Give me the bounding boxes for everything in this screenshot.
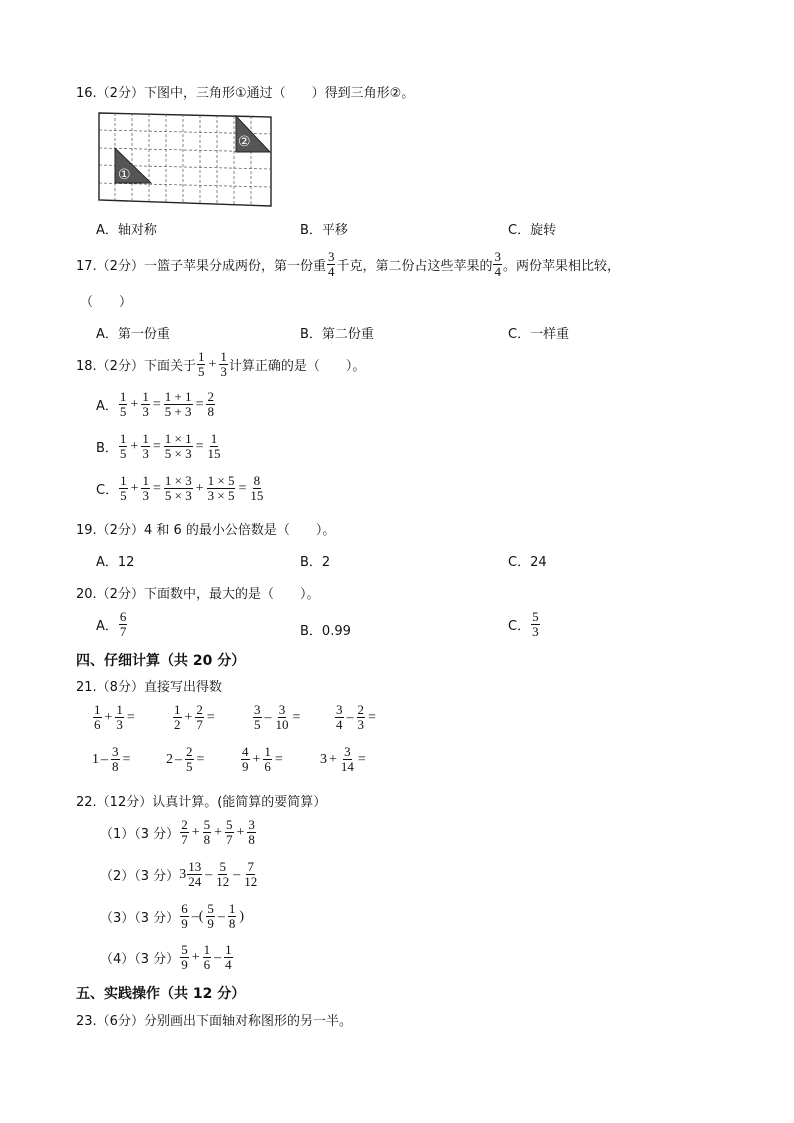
q21-item-3: $\frac{3}{5}$ – $\frac{3}{10}$ = xyxy=(254,702,301,732)
q21-item-5: 1 – $\frac{3}{8}$ = xyxy=(92,744,131,774)
q21-item-8: 3 + $\frac{3}{14}$ = xyxy=(320,744,366,774)
q17-paren: （ ） xyxy=(80,295,133,310)
q20-text: 20.（2分）下面数中，最大的是（ ）。 xyxy=(76,587,320,602)
q16-text: 16.（2分）下图中，三角形①通过（ ）得到三角形②。 xyxy=(76,86,415,101)
q20-option-c[interactable]: C． $\frac{5}{3}$ xyxy=(508,609,539,639)
q19-text: 19.（2分）4 和 6 的最小公倍数是（ ）。 xyxy=(76,523,336,538)
q20-option-a[interactable]: A． $\frac{6}{7}$ xyxy=(96,609,127,639)
q22-item-1: （1）（3 分） $\frac{2}{7}$ + $\frac{5}{8}$ + $\frac{5}{7}$ + $\frac{3}{8}$ xyxy=(100,817,255,847)
q17-option-a[interactable]: A．第一份重 xyxy=(96,327,170,342)
section-5-heading: 五、实践操作（共 12 分） xyxy=(76,986,246,1002)
q19-option-b[interactable]: B．2 xyxy=(300,555,331,570)
q17-fraction-1: $\frac{3}{4}$ xyxy=(327,249,335,279)
q22-item-3: （3）（3 分） $\frac{6}{9}$ –( $\frac{5}{9}$ – $\frac{1}{8}$ ) xyxy=(100,901,245,931)
q22-item-2: （2）（3 分） 3 $\frac{13}{24}$ – $\frac{5}{12}$ – $\frac{7}{12}$ xyxy=(100,859,258,889)
q21-item-4: $\frac{3}{4}$ – $\frac{2}{3}$ = xyxy=(336,702,376,732)
q21-text: 21.（8分）直接写出得数 xyxy=(76,680,222,695)
q22-item-4: （4）（3 分） $\frac{5}{9}$ + $\frac{1}{6}$ – $\frac{1}{4}$ xyxy=(100,942,232,972)
q21-item-6: 2 – $\frac{2}{5}$ = xyxy=(166,744,205,774)
q17-option-b[interactable]: B．第二份重 xyxy=(300,327,374,342)
q16-option-c[interactable]: C．旋转 xyxy=(508,223,557,238)
q16-option-a[interactable]: A．轴对称 xyxy=(96,223,157,238)
section-4-heading: 四、仔细计算（共 20 分） xyxy=(76,653,246,669)
q17-option-c[interactable]: C．一样重 xyxy=(508,327,570,342)
grid-figure xyxy=(96,110,276,208)
q18-option-b[interactable]: B． $\frac{1}{5}$ + $\frac{1}{3}$ = $\frac{1 \times 1}{5 \times 3}$ = $\frac{1}{15}$ xyxy=(96,431,221,461)
triangle-1-label: ① xyxy=(118,167,131,183)
q21-item-1: $\frac{1}{6}$ + $\frac{1}{3}$ = xyxy=(94,702,135,732)
q21-item-2: $\frac{1}{2}$ + $\frac{2}{7}$ = xyxy=(174,702,215,732)
q20-option-b[interactable]: B．0.99 xyxy=(300,624,351,639)
q22-text: 22.（12分）认真计算。(能简算的要简算） xyxy=(76,795,327,810)
q18-option-a[interactable]: A． $\frac{1}{5}$ + $\frac{1}{3}$ = $\frac{1 + 1}{5 + 3}$ = $\frac{2}{8}$ xyxy=(96,389,214,419)
triangle-2-label: ② xyxy=(238,134,251,150)
q18-text: 18.（2分）下面关于 $\frac{1}{5}$ + $\frac{1}{3}$ 计算正确的是（ ）。 xyxy=(76,349,366,379)
q19-option-c[interactable]: C．24 xyxy=(508,555,547,570)
q16-option-b[interactable]: B．平移 xyxy=(300,223,348,238)
q17-text: 17.（2分）一篮子苹果分成两份，第一份重 $\frac{3}{4}$ 千克，第二份占这些苹果的 $\frac{3}{4}$ 。两份苹果相比较， xyxy=(76,249,620,279)
q18-option-c[interactable]: C． $\frac{1}{5}$ + $\frac{1}{3}$ = $\frac{1 \times 3}{5 \times 3}$ + $\frac{1 \times 5}{3 \times 5}$ = $\frac{8}{15}$ xyxy=(96,473,264,503)
q23-text: 23.（6分）分别画出下面轴对称图形的另一半。 xyxy=(76,1014,352,1029)
q19-option-a[interactable]: A．12 xyxy=(96,555,135,570)
q17-fraction-2: $\frac{3}{4}$ xyxy=(494,249,501,279)
q21-item-7: $\frac{4}{9}$ + $\frac{1}{6}$ = xyxy=(242,744,283,774)
